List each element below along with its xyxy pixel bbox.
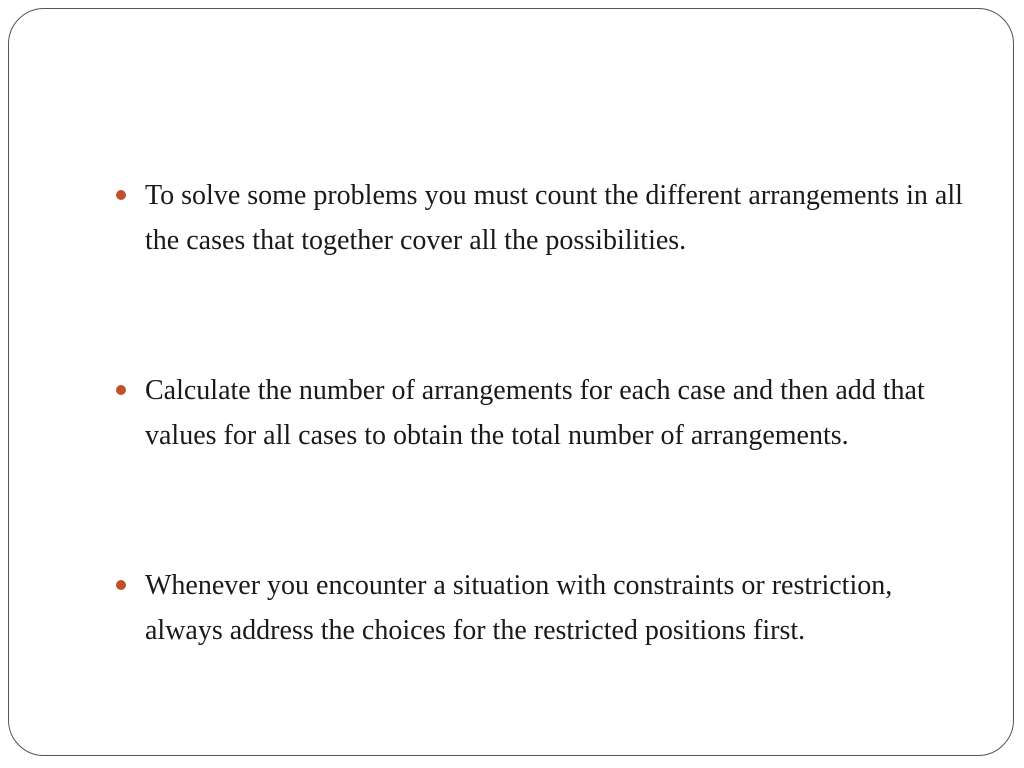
bullet-text: Whenever you encounter a situation with constraints or restriction, always address the choices for the restricted positions first. <box>145 570 893 646</box>
bullet-text: Calculate the number of arrangements for each case and then add that values for all cases to obtain the total number of arrangements. <box>145 375 925 451</box>
bullet-item <box>116 173 976 263</box>
bullet-text: To solve some problems you must count the different arrangements in all the cases that together cover all the possibilities. <box>145 180 963 256</box>
bullet-dot-icon <box>116 580 126 590</box>
bullet-item <box>116 563 976 653</box>
slide-frame <box>8 8 1014 756</box>
bullet-dot-icon <box>116 385 126 395</box>
bullet-dot-icon <box>116 190 126 200</box>
bullet-item <box>116 368 976 458</box>
